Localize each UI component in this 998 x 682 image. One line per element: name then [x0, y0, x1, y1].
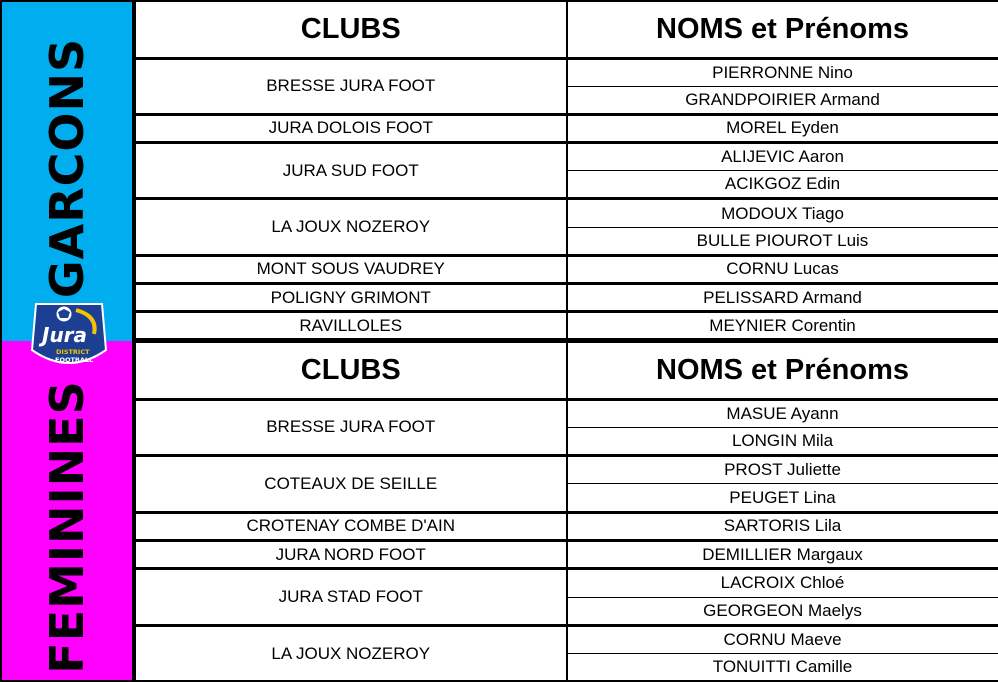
logo-script-text: Jura: [42, 323, 88, 347]
table-row: [136, 456, 998, 484]
club-cell: JURA STAD FOOT: [136, 569, 567, 626]
player-name-cell: MOREL Eyden: [567, 114, 998, 142]
player-name-cell: GEORGEON Maelys: [567, 597, 998, 625]
table-row: [136, 58, 998, 86]
club-cell: LA JOUX NOZEROY: [136, 199, 567, 255]
club-cell: RAVILLOLES: [136, 312, 567, 340]
feminines-table: [135, 341, 998, 682]
player-name-cell: PELISSARD Armand: [567, 284, 998, 312]
player-name-cell: MODOUX Tiago: [567, 199, 998, 227]
table-row: [136, 512, 998, 540]
player-name-cell: PROST Juliette: [567, 456, 998, 484]
player-name-cell: DEMILLIER Margaux: [567, 540, 998, 568]
feminines-band: [0, 341, 135, 682]
table-row: [136, 569, 998, 597]
table-row: [136, 114, 998, 142]
player-name-cell: CORNU Maeve: [567, 625, 998, 653]
player-name-cell: TONUITTI Camille: [567, 654, 998, 682]
table-row: [136, 540, 998, 568]
feminines-label: FEMININES: [40, 380, 94, 675]
garcons-table: [135, 0, 998, 341]
table-row: [136, 199, 998, 227]
player-name-cell: CORNU Lucas: [567, 255, 998, 283]
club-cell: LA JOUX NOZEROY: [136, 625, 567, 682]
club-cell: BRESSE JURA FOOT: [136, 58, 567, 114]
garcons-label: GARCONS: [40, 37, 94, 299]
table-header-row: [136, 1, 998, 58]
player-name-cell: PIERRONNE Nino: [567, 58, 998, 86]
club-cell: JURA DOLOIS FOOT: [136, 114, 567, 142]
player-name-cell: MEYNIER Corentin: [567, 312, 998, 340]
player-name-cell: GRANDPOIRIER Armand: [567, 86, 998, 114]
logo-line2-text: FOOTBALL: [55, 356, 94, 364]
table-header-row: [136, 342, 998, 399]
player-name-cell: SARTORIS Lila: [567, 512, 998, 540]
club-cell: JURA NORD FOOT: [136, 540, 567, 568]
table-row: [136, 143, 998, 171]
garcons-band: [0, 0, 135, 341]
district-jura-logo: [28, 300, 110, 374]
clubs-column-header: CLUBS: [136, 1, 567, 58]
player-name-cell: ALIJEVIC Aaron: [567, 143, 998, 171]
names-column-header: NOMS et Prénoms: [567, 1, 998, 58]
table-row: [136, 399, 998, 427]
table-row: [136, 255, 998, 283]
player-name-cell: BULLE PIOUROT Luis: [567, 227, 998, 255]
player-name-cell: LACROIX Chloé: [567, 569, 998, 597]
player-name-cell: MASUE Ayann: [567, 399, 998, 427]
club-cell: MONT SOUS VAUDREY: [136, 255, 567, 283]
table-row: [136, 625, 998, 653]
player-name-cell: PEUGET Lina: [567, 484, 998, 512]
club-cell: CROTENAY COMBE D'AIN: [136, 512, 567, 540]
logo-line1-text: DISTRICT: [56, 348, 90, 356]
table-row: [136, 312, 998, 340]
names-column-header: NOMS et Prénoms: [567, 342, 998, 399]
club-cell: COTEAUX DE SEILLE: [136, 456, 567, 513]
club-cell: JURA SUD FOOT: [136, 143, 567, 199]
club-cell: BRESSE JURA FOOT: [136, 399, 567, 456]
clubs-column-header: CLUBS: [136, 342, 567, 399]
table-row: [136, 284, 998, 312]
club-cell: POLIGNY GRIMONT: [136, 284, 567, 312]
player-name-cell: LONGIN Mila: [567, 427, 998, 455]
player-name-cell: ACIKGOZ Edin: [567, 171, 998, 199]
